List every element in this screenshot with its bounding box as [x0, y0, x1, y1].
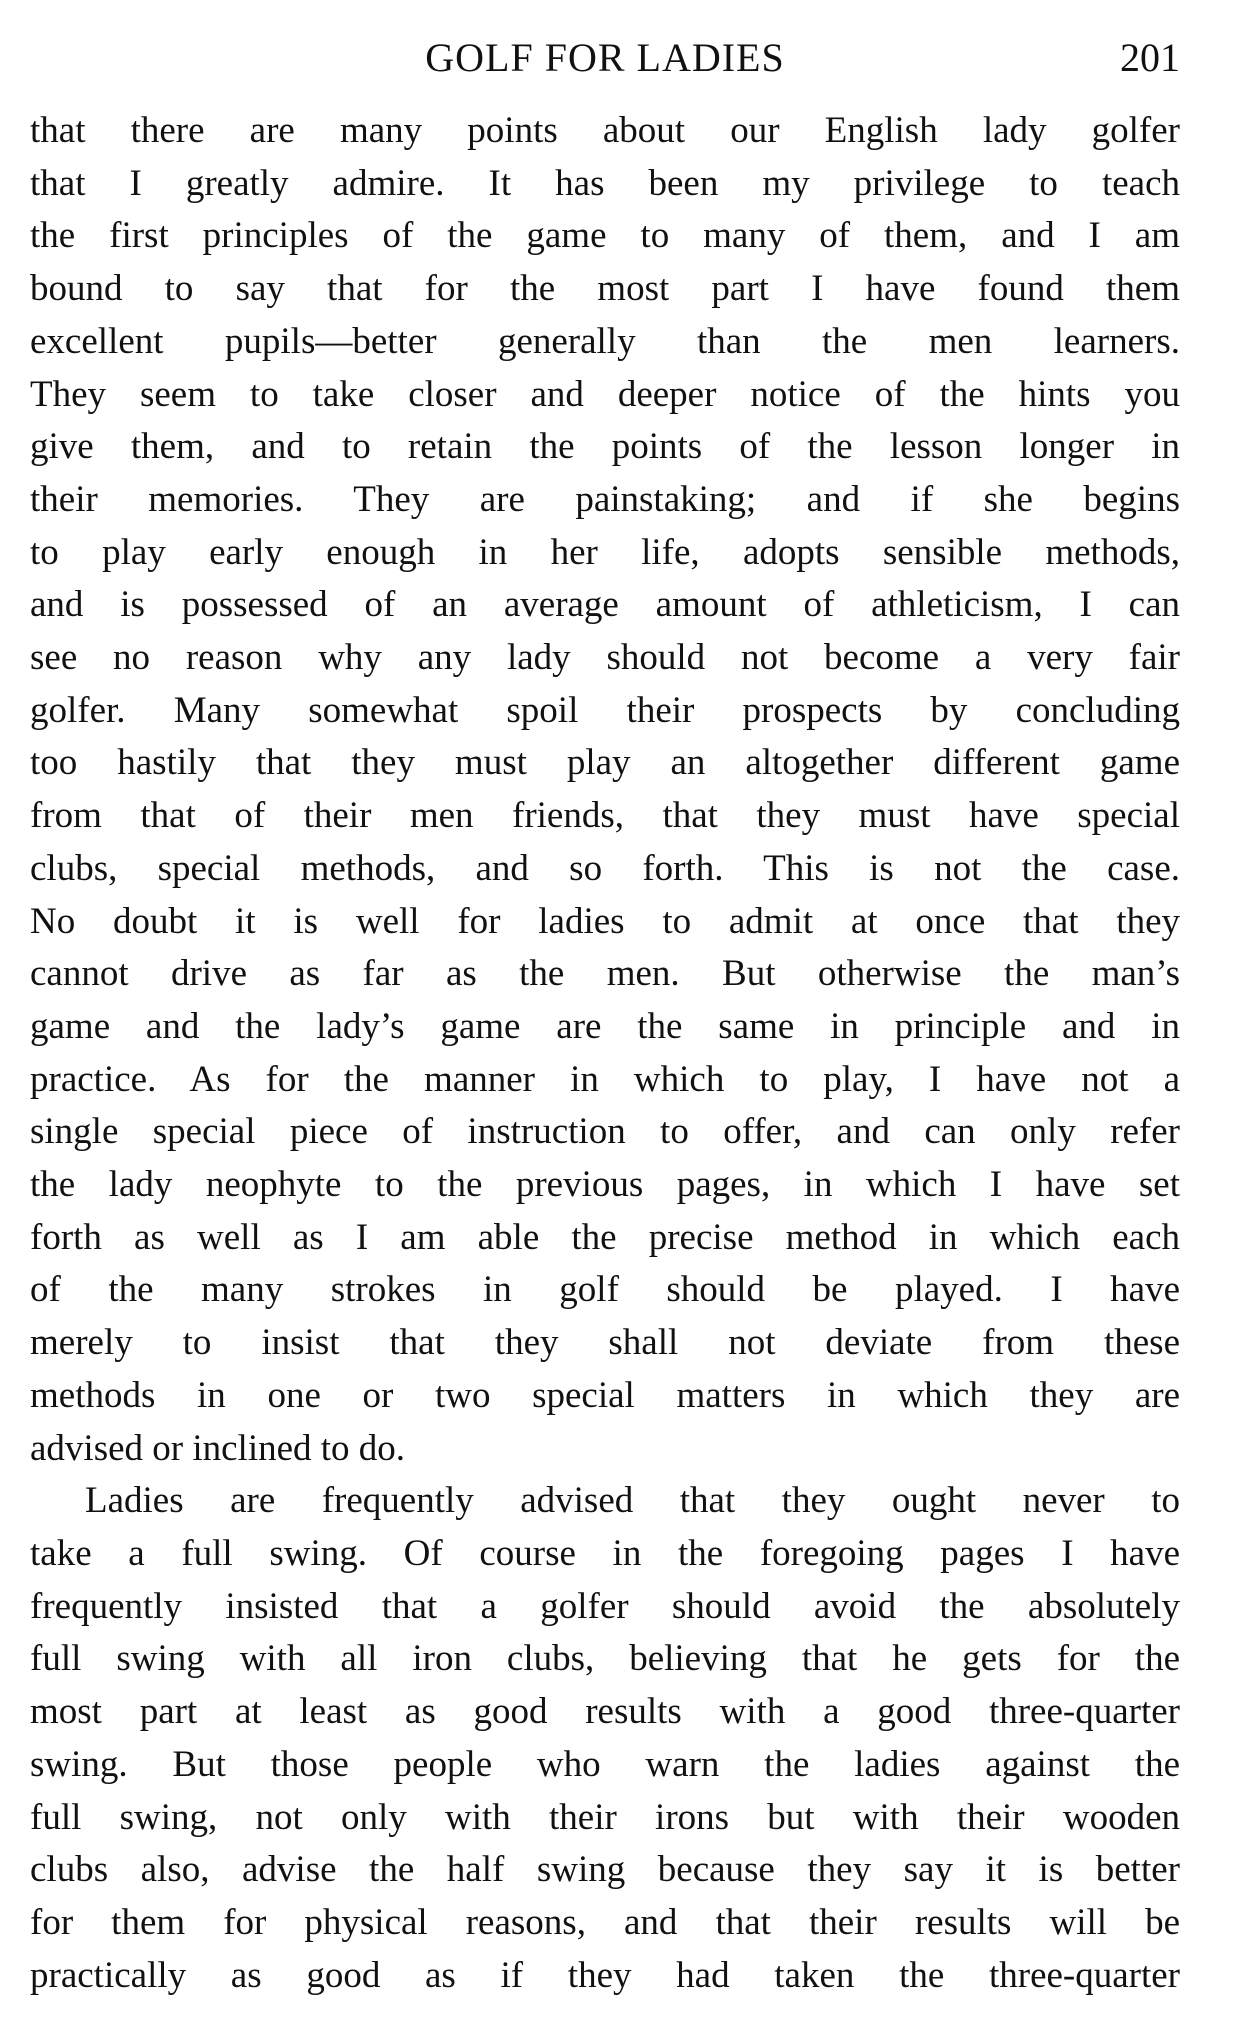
- text-line: excellent pupils—better generally than the men learners.: [30, 320, 1180, 362]
- text-line: take a full swing. Of course in the foregoing pages I have: [30, 1532, 1180, 1574]
- text-line: give them, and to retain the points of the lesson longer in: [30, 426, 1180, 468]
- text-line: They seem to take closer and deeper notice of the hints you: [30, 373, 1180, 415]
- text-line: cannot drive as far as the men. But otherwise the man’s: [30, 953, 1180, 995]
- text-line: most part at least as good results with a good three-quarter: [30, 1691, 1180, 1733]
- text-line: clubs, special methods, and so forth. This is not the case.: [30, 847, 1180, 889]
- text-line: too hastily that they must play an altogether different game: [30, 742, 1180, 784]
- paragraph-2: [30, 1475, 1180, 2002]
- page-header: [30, 34, 1180, 94]
- text-line: full swing with all iron clubs, believing that he gets for the: [30, 1638, 1180, 1680]
- text-line: methods in one or two special matters in which they are: [30, 1374, 1180, 1416]
- text-line: full swing, not only with their irons but with their wooden: [30, 1796, 1180, 1838]
- paragraph-1: [30, 105, 1180, 1475]
- page-number: 201: [1120, 35, 1180, 80]
- text-line: to play early enough in her life, adopts sensible methods,: [30, 531, 1180, 573]
- text-line: No doubt it is well for ladies to admit at once that they: [30, 900, 1180, 942]
- text-line: for them for physical reasons, and that their results will be: [30, 1901, 1180, 1943]
- text-line: clubs also, advise the half swing because they say it is better: [30, 1849, 1180, 1891]
- text-line: game and the lady’s game are the same in principle and in: [30, 1005, 1180, 1047]
- text-line: of the many strokes in golf should be played. I have: [30, 1269, 1180, 1311]
- text-line: frequently insisted that a golfer should avoid the absolutely: [30, 1585, 1180, 1627]
- text-line: practically as good as if they had taken the three-quarter: [30, 1954, 1180, 1996]
- text-line: practice. As for the manner in which to play, I have not a: [30, 1058, 1180, 1100]
- text-line: the lady neophyte to the previous pages, in which I have set: [30, 1164, 1180, 1206]
- text-line: the first principles of the game to many of them, and I am: [30, 215, 1180, 257]
- text-line: Ladies are frequently advised that they ought never to: [85, 1480, 1180, 1522]
- text-line: single special piece of instruction to offer, and can only refer: [30, 1111, 1180, 1153]
- text-line: advised or inclined to do.: [30, 1427, 406, 1469]
- text-line: forth as well as I am able the precise method in which each: [30, 1216, 1180, 1258]
- body-text: [30, 105, 1180, 2002]
- text-line: merely to insist that they shall not deviate from these: [30, 1322, 1180, 1364]
- text-line: bound to say that for the most part I have found them: [30, 268, 1180, 310]
- text-line: golfer. Many somewhat spoil their prospects by concluding: [30, 689, 1180, 731]
- text-line: see no reason why any lady should not become a very fair: [30, 637, 1180, 679]
- text-line: swing. But those people who warn the ladies against the: [30, 1743, 1180, 1785]
- text-line: and is possessed of an average amount of athleticism, I can: [30, 584, 1180, 626]
- text-line: from that of their men friends, that they must have special: [30, 795, 1180, 837]
- text-line: that I greatly admire. It has been my privilege to teach: [30, 162, 1180, 204]
- running-title: GOLF FOR LADIES: [425, 35, 785, 80]
- text-line: their memories. They are painstaking; and if she begins: [30, 478, 1180, 520]
- text-line: that there are many points about our English lady golfer: [30, 110, 1180, 151]
